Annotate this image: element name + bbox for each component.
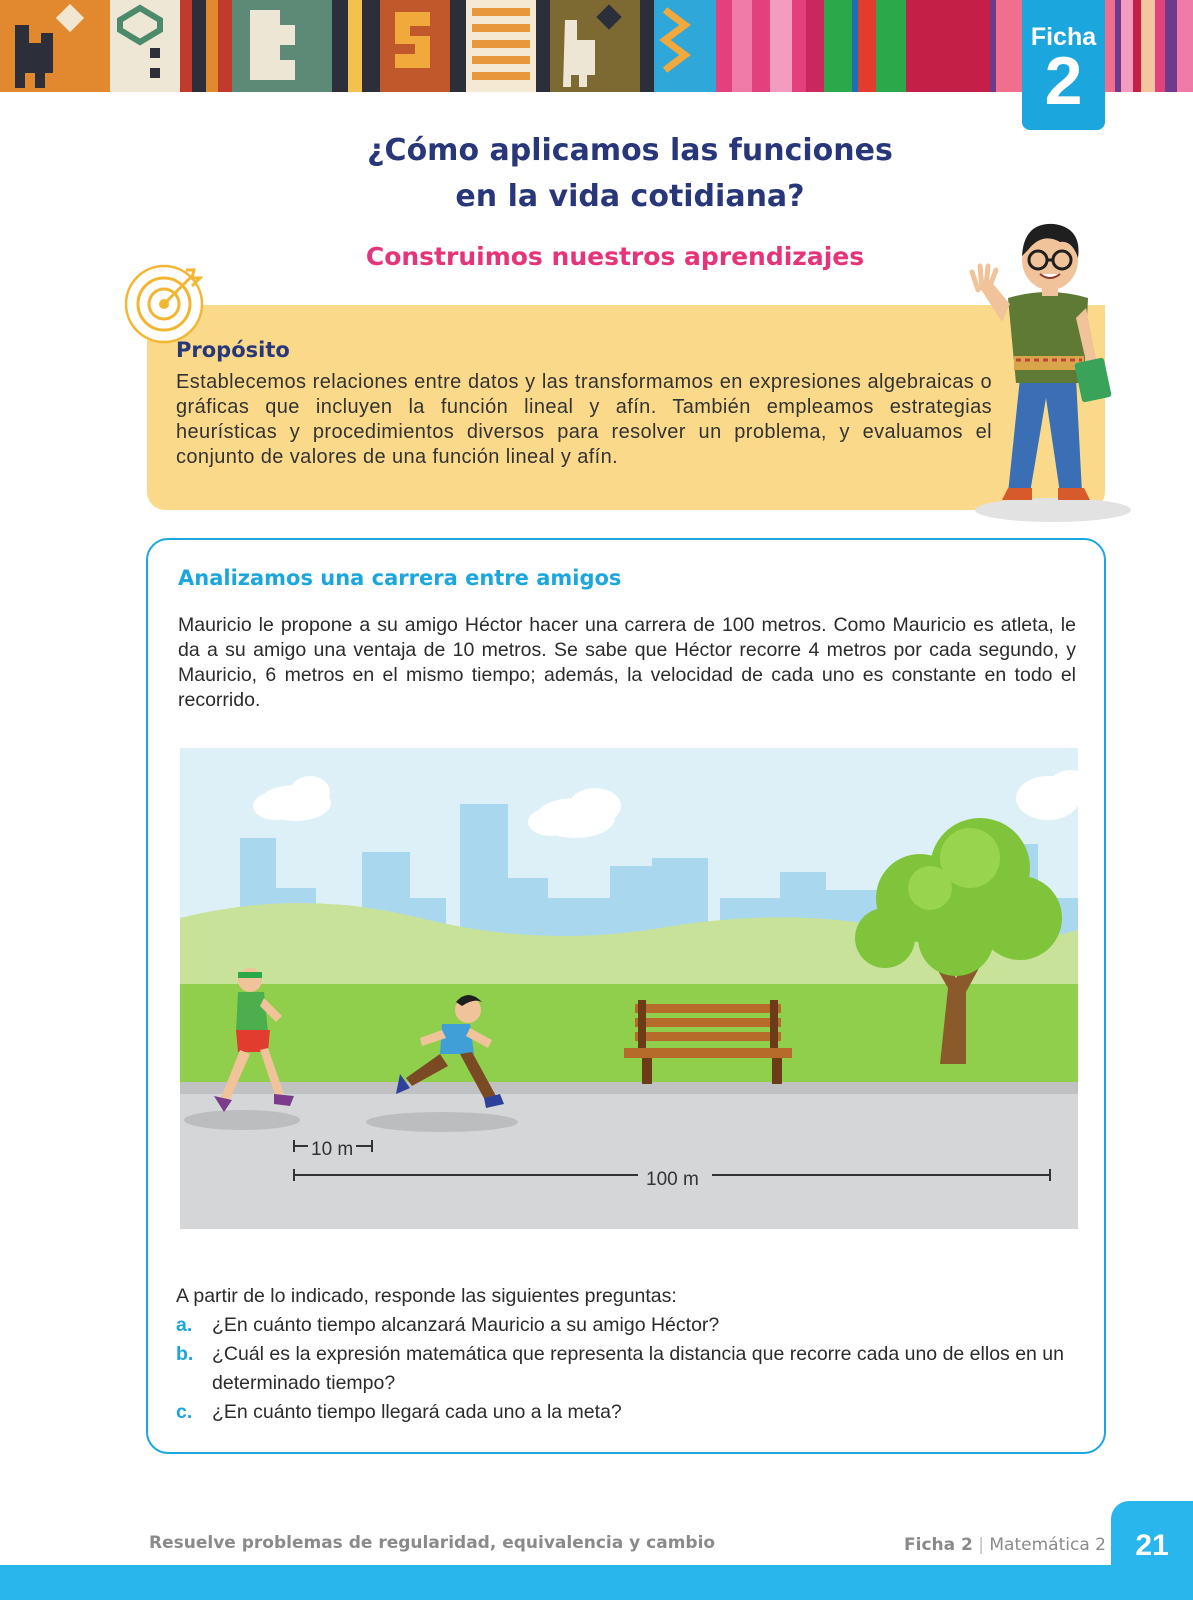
page-number: 21 (1111, 1501, 1193, 1600)
questions-intro: A partir de lo indicado, responde las siguientes preguntas: (176, 1285, 677, 1307)
distance-label-10m: 10 m (311, 1139, 354, 1160)
footer-band (0, 1565, 1193, 1600)
footer-separator: | (978, 1535, 984, 1555)
question-item-a (176, 1311, 1076, 1340)
question-item-b (176, 1340, 1076, 1398)
footer-book-ref (904, 1535, 1106, 1555)
distance-label-100m: 100 m (640, 1169, 705, 1191)
question-text: ¿En cuánto tiempo alcanzará Mauricio a su amigo Héctor? (212, 1314, 720, 1336)
footer-subject: Matemática 2 (989, 1535, 1106, 1555)
textile-pattern-image (0, 0, 1193, 92)
page-title-line-1: ¿Cómo aplicamos las funciones (367, 133, 893, 168)
footer-ficha: Ficha 2 (904, 1535, 973, 1555)
purpose-heading: Propósito (176, 338, 290, 362)
section-subtitle: Construimos nuestros aprendizajes (365, 242, 865, 271)
ficha-badge (1022, 0, 1105, 130)
question-letter: c. (176, 1401, 193, 1423)
question-item-c (176, 1398, 1076, 1427)
page-title-line-2: en la vida cotidiana? (455, 179, 805, 214)
question-letter: a. (176, 1314, 193, 1336)
footer-competency: Resuelve problemas de regularidad, equivalencia y cambio (149, 1533, 716, 1553)
question-text: ¿Cuál es la expresión matemática que representa la distancia que recorre cada uno de ellos en un determinado tiempo? (212, 1343, 1065, 1394)
activity-text: Mauricio le propone a su amigo Héctor hacer una carrera de 100 metros. Como Mauricio es atleta, le da a su amigo una ventaja de 10 metros. Se sabe que Héctor recorre 4 metros por cada segundo, y Mauricio, 6 metros en el mismo tiempo; además, la velocidad de cada uno es constante en todo el recorrido. (178, 614, 1076, 711)
question-text: ¿En cuánto tiempo llegará cada uno a la meta? (212, 1401, 622, 1423)
ficha-number: 2 (1044, 43, 1083, 119)
target-icon (124, 260, 208, 344)
purpose-text: Establecemos relaciones entre datos y las transformamos en expresiones algebraicas o gráficas que incluyen la función lineal y afín. También empleamos estrategias heurísticas y procedimientos diversos para resolver un problema, y evaluamos el conjunto de valores de una función lineal y afín. (176, 371, 992, 468)
student-character-illustration (968, 218, 1138, 523)
question-letter: b. (176, 1343, 194, 1365)
question-list (176, 1311, 1076, 1427)
page-title (300, 128, 960, 220)
textile-banner (0, 0, 1193, 92)
activity-title: Analizamos una carrera entre amigos (178, 566, 622, 590)
ficha-label: Ficha (1030, 23, 1097, 51)
